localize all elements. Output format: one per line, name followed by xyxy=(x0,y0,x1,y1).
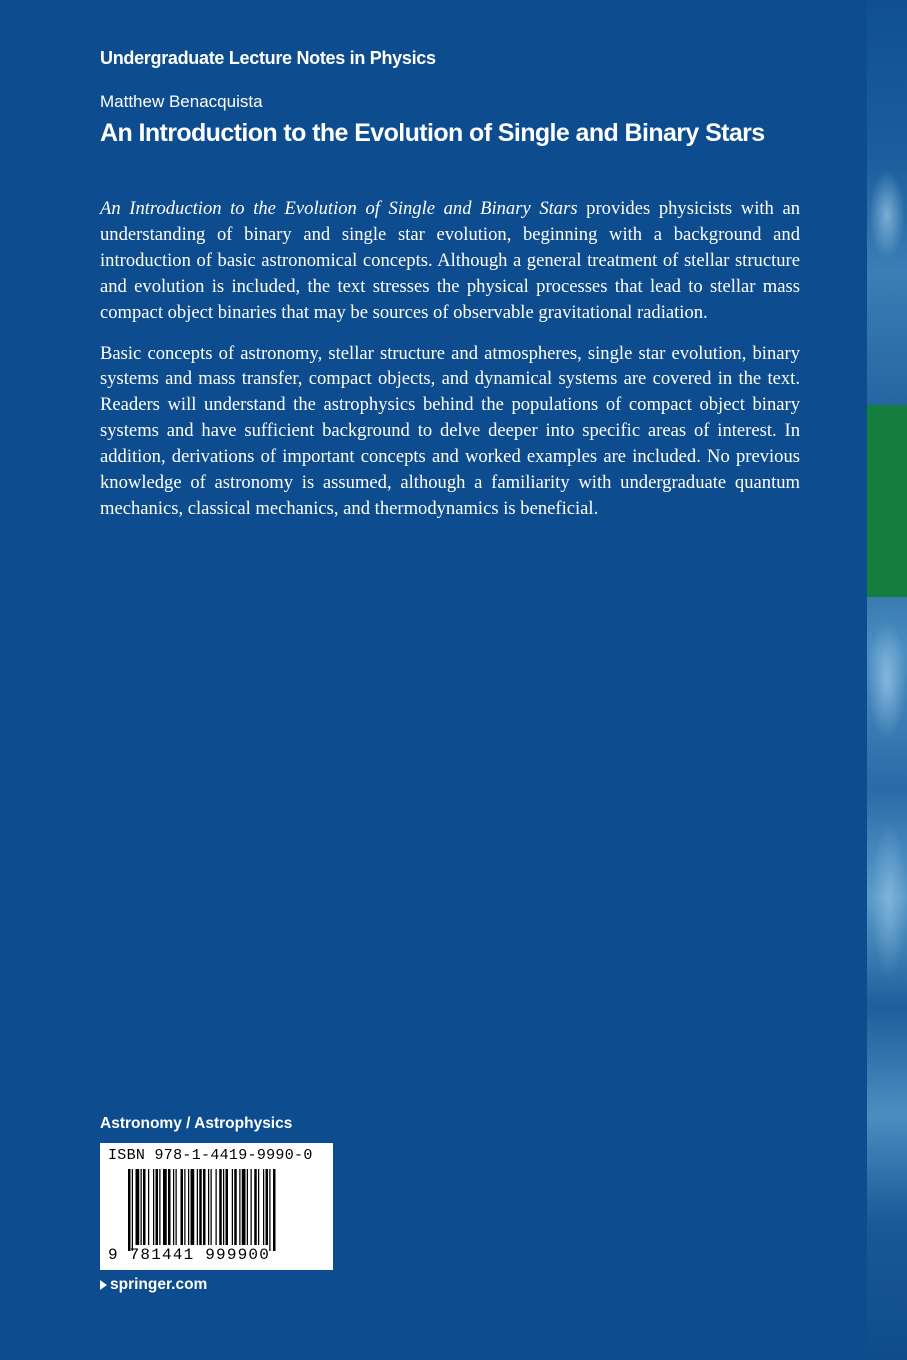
website-label: springer.com xyxy=(110,1276,208,1293)
isbn-label: ISBN 978-1-4419-9990-0 xyxy=(108,1147,313,1164)
publisher-website[interactable] xyxy=(100,1276,207,1294)
book-title: An Introduction to the Evolution of Single and Binary Stars xyxy=(100,119,765,147)
series-title: Undergraduate Lecture Notes in Physics xyxy=(100,48,436,68)
author-name: Matthew Benacquista xyxy=(100,92,263,111)
arrow-right-icon xyxy=(100,1280,107,1290)
blurb-paragraph-1 xyxy=(100,196,800,326)
barcode-digits: 9 781441 999900 xyxy=(108,1246,271,1264)
decorative-image-strip xyxy=(867,0,907,1360)
blurb xyxy=(100,196,800,537)
blurb-paragraph-1-text: provides physicists with an understanding of binary and single star evolution, beginning with a background and introduction of basic astronomical concepts. Although a general treatment of stellar structure and evolution is included, the text stresses the physical processes that lead to stellar mass compact object binaries that may be sources of observable gravitational radiation. xyxy=(100,198,800,323)
isbn-barcode xyxy=(100,1143,333,1270)
blurb-paragraph-2: Basic concepts of astronomy, stellar structure and atmospheres, single star evolution, binary systems and mass transfer, compact objects, and dynamical systems are covered in the text. Readers will understand the astrophysics behind the populations of compact object binary systems and have sufficient background to delve deeper into specific areas of interest. In addition, derivations of important concepts and worked examples are included. No previous knowledge of astronomy is assumed, although a familiarity with undergraduate quantum mechanics, classical mechanics, and thermodynamics is beneficial. xyxy=(100,342,800,519)
blurb-italic-title: An Introduction to the Evolution of Single and Binary Stars xyxy=(100,198,578,219)
series-color-tab xyxy=(867,405,907,597)
subject-category: Astronomy / Astrophysics xyxy=(100,1115,293,1132)
